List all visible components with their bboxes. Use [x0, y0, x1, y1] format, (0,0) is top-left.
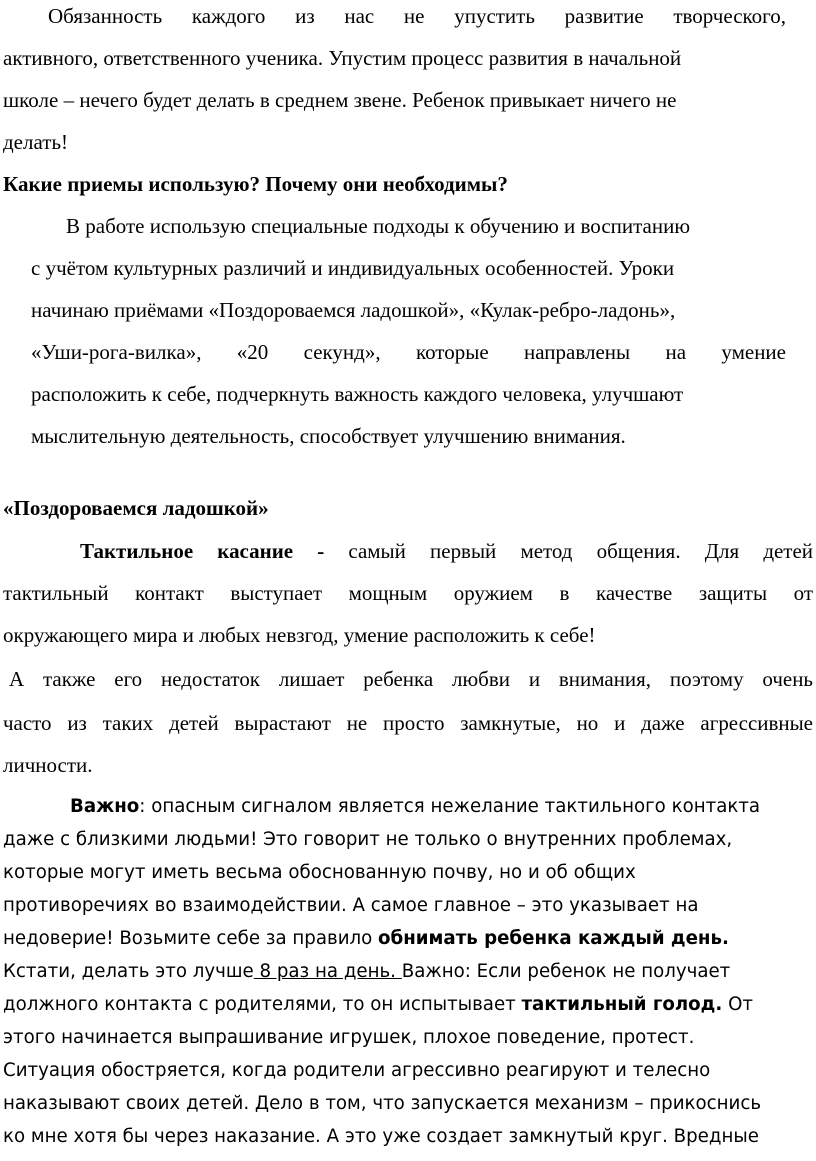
methods-line-4: «Уши-рога-вилка», «20 секунд», которые направлены на умение — [31, 340, 786, 364]
methods-line-5: расположить к себе, подчеркнуть важность каждого человека, улучшают — [31, 382, 684, 406]
tactile-line-3: окружающего мира и любых невзгод, умение расположить к себе! — [3, 623, 596, 647]
hug-frequency-underlined: 8 раз на день. — [253, 961, 402, 982]
important-line-5 — [3, 928, 729, 949]
tactile-term: Тактильное касание - — [80, 539, 325, 563]
important-line-3: которые могут иметь весьма обоснованную почву, но и об общих — [3, 862, 636, 883]
methods-line-1: В работе использую специальные подходы к обучению и воспитанию — [66, 214, 691, 238]
important-line-7 — [3, 994, 753, 1015]
methods-line-3: начинаю приёмами «Поздороваемся ладошкой», «Кулак-ребро-ладонь», — [31, 298, 676, 322]
important-line-1 — [70, 796, 760, 817]
important-line-5-a: недоверие! Возьмите себе за правило — [3, 928, 379, 949]
intro-line-2: активного, ответственного ученика. Упустим процесс развития в начальной — [3, 46, 682, 70]
important-term: Важно — [70, 796, 140, 817]
important-line-6-c: Важно: Если ребенок не получает — [401, 961, 731, 982]
lack-line-2: часто из таких детей вырастают не просто замкнутые, но и даже агрессивные — [3, 711, 813, 735]
important-line-6-a: Кстати, делать это лучше — [3, 961, 254, 982]
tactile-line-1 — [80, 539, 813, 564]
hug-rule-emphasis: обнимать ребенка каждый день. — [378, 928, 729, 949]
intro-line-3: школе – нечего будет делать в среднем звене. Ребенок привыкает ничего не — [3, 88, 677, 112]
lack-line-3: личности. — [3, 753, 93, 777]
important-line-6 — [3, 961, 730, 982]
important-line-7-c: От — [722, 994, 753, 1015]
tactile-hunger-emphasis: тактильный голод. — [521, 994, 723, 1015]
intro-line-1: Обязанность каждого из нас не упустить развитие творческого, — [48, 4, 786, 28]
important-line-11: ко мне хотя бы через наказание. А это уже создает замкнутый круг. Вредные — [3, 1126, 759, 1147]
important-line-1-rest: : опасным сигналом является нежелание тактильного контакта — [139, 796, 761, 817]
important-line-8: этого начинается выпрашивание игрушек, плохое поведение, протест. — [3, 1027, 695, 1048]
important-line-9: Ситуация обостряется, когда родители агрессивно реагируют и телесно — [3, 1060, 711, 1081]
lack-line-1: А также его недостаток лишает ребенка любви и внимания, поэтому очень — [9, 667, 813, 691]
important-line-4: противоречиях во взаимодействии. А самое главное – это указывает на — [3, 895, 699, 916]
intro-line-4: делать! — [3, 130, 69, 154]
section-heading-methods: Какие приемы использую? Почему они необходимы? — [3, 172, 508, 196]
methods-line-6: мыслительную деятельность, способствует улучшению внимания. — [31, 424, 626, 448]
tactile-line-2: тактильный контакт выступает мощным оружием в качестве защиты от — [3, 581, 813, 605]
important-line-2: даже с близкими людьми! Это говорит не только о внутренних проблемах, — [3, 829, 733, 850]
methods-line-2: с учётом культурных различий и индивидуальных особенностей. Уроки — [31, 256, 675, 280]
important-line-10: наказывают своих детей. Дело в том, что запускается механизм – прикоснись — [3, 1093, 762, 1114]
section-heading-palm-greeting: «Поздороваемся ладошкой» — [3, 496, 269, 520]
tactile-line-1-rest: самый первый метод общения. Для детей — [348, 539, 813, 563]
important-line-7-a: должного контакта с родителями, то он испытывает — [3, 994, 522, 1015]
